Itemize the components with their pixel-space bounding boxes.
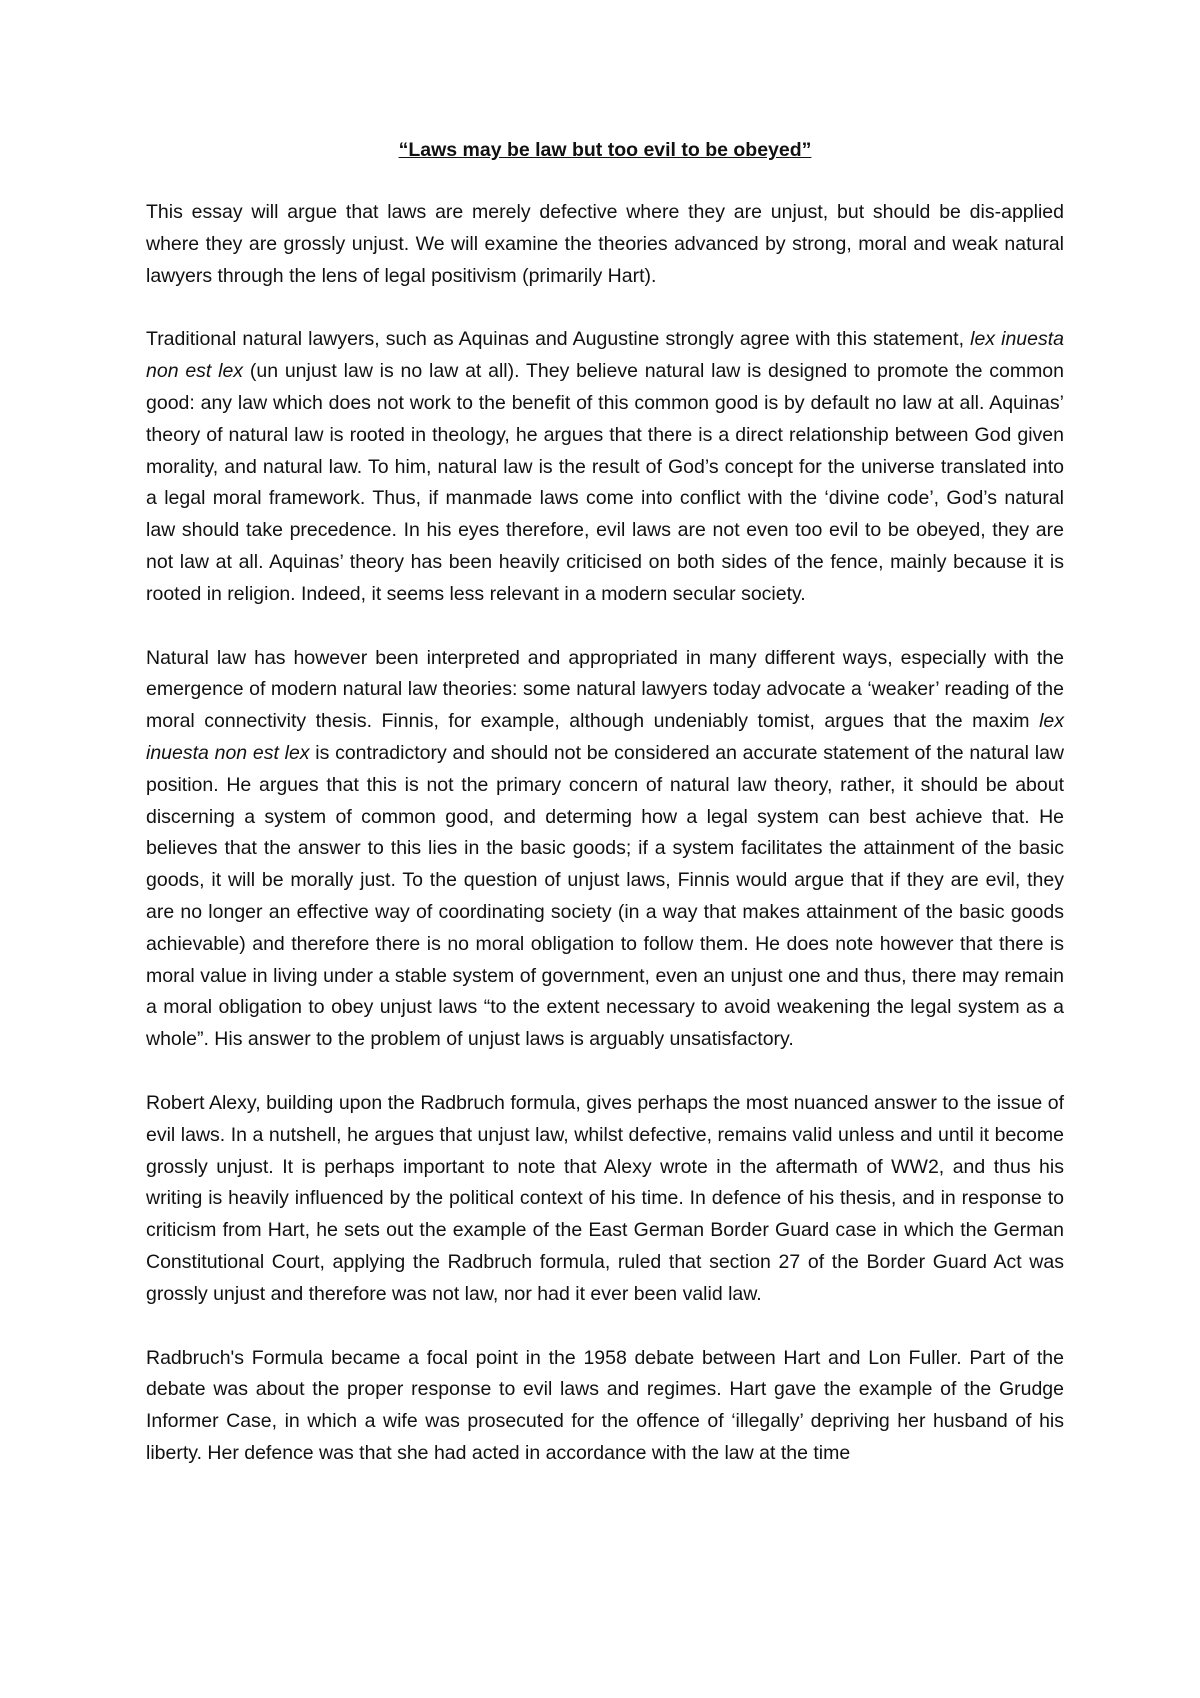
document-body (146, 135, 1064, 1470)
paragraph-text: is contradictory and should not be considered an accurate statement of the natural law position. He argues that this is not the primary concern of natural law theory, rather, it should be about discerning a system of common good, and determing how a legal system can best achieve that. He believes that the answer to this lies in the basic goods; if a system facilitates the attainment of the basic goods, it will be morally just. To the question of unjust laws, Finnis would argue that if they are evil, they are no longer an effective way of coordinating society (in a way that makes attainment of the basic goods achievable) and therefore there is no moral obligation to follow them. He does note however that there is moral value in living under a stable system of government, even an unjust one and thus, there may remain a moral obligation to obey unjust laws “to the extent necessary to avoid weakening the legal system as a whole”. His answer to the problem of unjust laws is arguably unsatisfactory. (146, 741, 1064, 1051)
paragraph-text: Robert Alexy, building upon the Radbruch formula, gives perhaps the most nuanced answer to the issue of evil laws. In a nutshell, he argues that unjust law, whilst defective, remains valid unless and until it become grossly unjust. It is perhaps important to note that Alexy wrote in the aftermath of WW2, and thus his writing is heavily influenced by the political context of his time. In defence of his thesis, and in response to criticism from Hart, he sets out the example of the East German Border Guard case in which the German Constitutional Court, applying the Radbruch formula, ruled that section 27 of the Border Guard Act was grossly unjust and therefore was not law, nor had it ever been valid law. (146, 1091, 1064, 1305)
latin-maxim: lex inuesta non est lex (146, 328, 1064, 383)
paragraph-radbruch-formula (146, 1343, 1064, 1470)
paragraph-text: Traditional natural lawyers, such as Aquinas and Augustine strongly agree with this statement, (146, 328, 971, 351)
paragraph-introduction (146, 197, 1064, 292)
paragraph-text: This essay will argue that laws are merely defective where they are unjust, but should be dis-applied where they are grossly unjust. We will examine the theories advanced by strong, moral and weak natural lawyers through the lens of legal positivism (primarily Hart). (146, 201, 1064, 287)
paragraph-traditional-natural-law (146, 324, 1064, 610)
paragraph-modern-natural-law (146, 643, 1064, 1056)
paragraph-text: (un unjust law is no law at all). They believe natural law is designed to promote the common good: any law which does not work to the benefit of this common good is by default no law at all. Aquinas’ theory of natural law is rooted in theology, he argues that there is a direct relationship between God given morality, and natural law. To him, natural law is the result of God’s concept for the universe translated into a legal moral framework. Thus, if manmade laws come into conflict with the ‘divine code’, God’s natural law should take precedence. In his eyes therefore, evil laws are not even too evil to be obeyed, they are not law at all. Aquinas’ theory has been heavily criticised on both sides of the fence, mainly because it is rooted in religion. Indeed, it seems less relevant in a modern secular society. (146, 360, 1065, 605)
paragraph-text: Radbruch's Formula became a focal point in the 1958 debate between Hart and Lon Fuller. Part of the debate was about the proper response to evil laws and regimes. Hart gave the example of the Grudge Informer Case, in which a wife was prosecuted for the offence of ‘illegally’ depriving her husband of his liberty. Her defence was that she had acted in accordance with the law at the time (146, 1346, 1064, 1464)
page-title: “Laws may be law but too evil to be obeyed” (398, 139, 812, 161)
paragraph-text: Natural law has however been interpreted and appropriated in many different ways, especially with the emergence of modern natural law theories: some natural lawyers today advocate a ‘weaker’ reading of the moral connectivity thesis. Finnis, for example, although undeniably tomist, argues that the maxim (146, 646, 1064, 733)
latin-maxim: lex inuesta non est lex (146, 710, 1064, 764)
paragraph-alexy (146, 1088, 1064, 1311)
